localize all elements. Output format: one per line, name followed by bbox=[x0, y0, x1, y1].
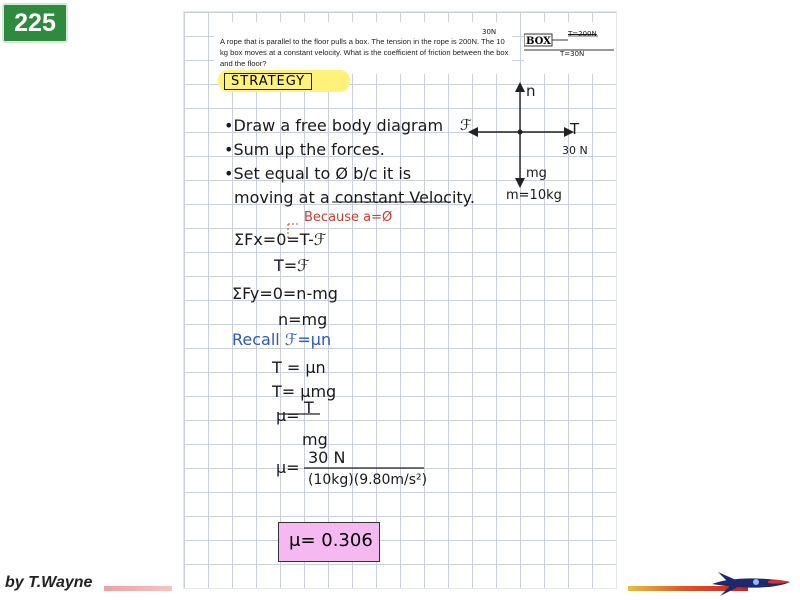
fbd-mass: m=10kg bbox=[506, 188, 562, 203]
fbd-label-friction: ℱ bbox=[460, 116, 472, 134]
author-credit: by T.Wayne bbox=[5, 574, 93, 591]
eq-mu2-lhs: μ= bbox=[276, 458, 300, 477]
fbd-label-t: T bbox=[570, 120, 580, 138]
eq-sum-fx: ΣFx=0=T-ℱ bbox=[234, 230, 327, 249]
fbd-t-value: 30 N bbox=[562, 144, 588, 157]
eq-t-mu-mg: T= μmg bbox=[272, 382, 337, 401]
eq-mu2-denominator: (10kg)(9.80m/s²) bbox=[308, 472, 428, 488]
grid-paper bbox=[184, 12, 616, 588]
tension-struck: T=200N bbox=[568, 30, 597, 38]
fbd-label-mg: mg bbox=[526, 166, 547, 181]
footer-bar-left bbox=[104, 586, 172, 591]
rocket-logo-icon bbox=[708, 568, 798, 598]
eq-t-equals-f: T=ℱ bbox=[274, 256, 310, 275]
strategy-title: STRATEGY bbox=[224, 73, 312, 90]
note-acceleration-zero: Because a=Ø bbox=[304, 210, 393, 225]
problem-correction: 30N bbox=[482, 28, 497, 36]
eq-mu-lhs: μ= bbox=[276, 406, 300, 425]
eq-t-mu-n: T = μn bbox=[272, 358, 326, 377]
bullet-2: •Sum up the forces. bbox=[224, 140, 385, 159]
bullet-3: •Set equal to Ø b/c it is bbox=[224, 164, 412, 183]
fbd-label-n: n bbox=[526, 82, 536, 100]
recall-friction: Recall ℱ=μn bbox=[232, 330, 332, 349]
slide-number-badge: 225 bbox=[2, 3, 68, 43]
box-label: BOX bbox=[526, 36, 551, 47]
bullet-4: moving at a constant Velocity. bbox=[234, 188, 475, 207]
eq-mu2-numerator: 30 N bbox=[308, 448, 346, 467]
answer-value: μ= 0.306 bbox=[289, 530, 373, 551]
eq-n-equals-mg: n=mg bbox=[278, 310, 328, 329]
bullet-1: •Draw a free body diagram bbox=[224, 116, 444, 135]
tension-corrected: T=30N bbox=[560, 50, 585, 58]
answer-box bbox=[278, 522, 380, 562]
eq-sum-fy: ΣFy=0=n-mg bbox=[232, 284, 338, 303]
eq-mu-denominator: mg bbox=[302, 430, 328, 449]
problem-statement: A rope that is parallel to the floor pulls a box. The tension in the rope is 200N. The 10 kg box moves at a constant velocity. What is the coefficient of friction between the box and the floor? bbox=[220, 37, 509, 68]
eq-mu-numerator: T bbox=[304, 398, 314, 417]
